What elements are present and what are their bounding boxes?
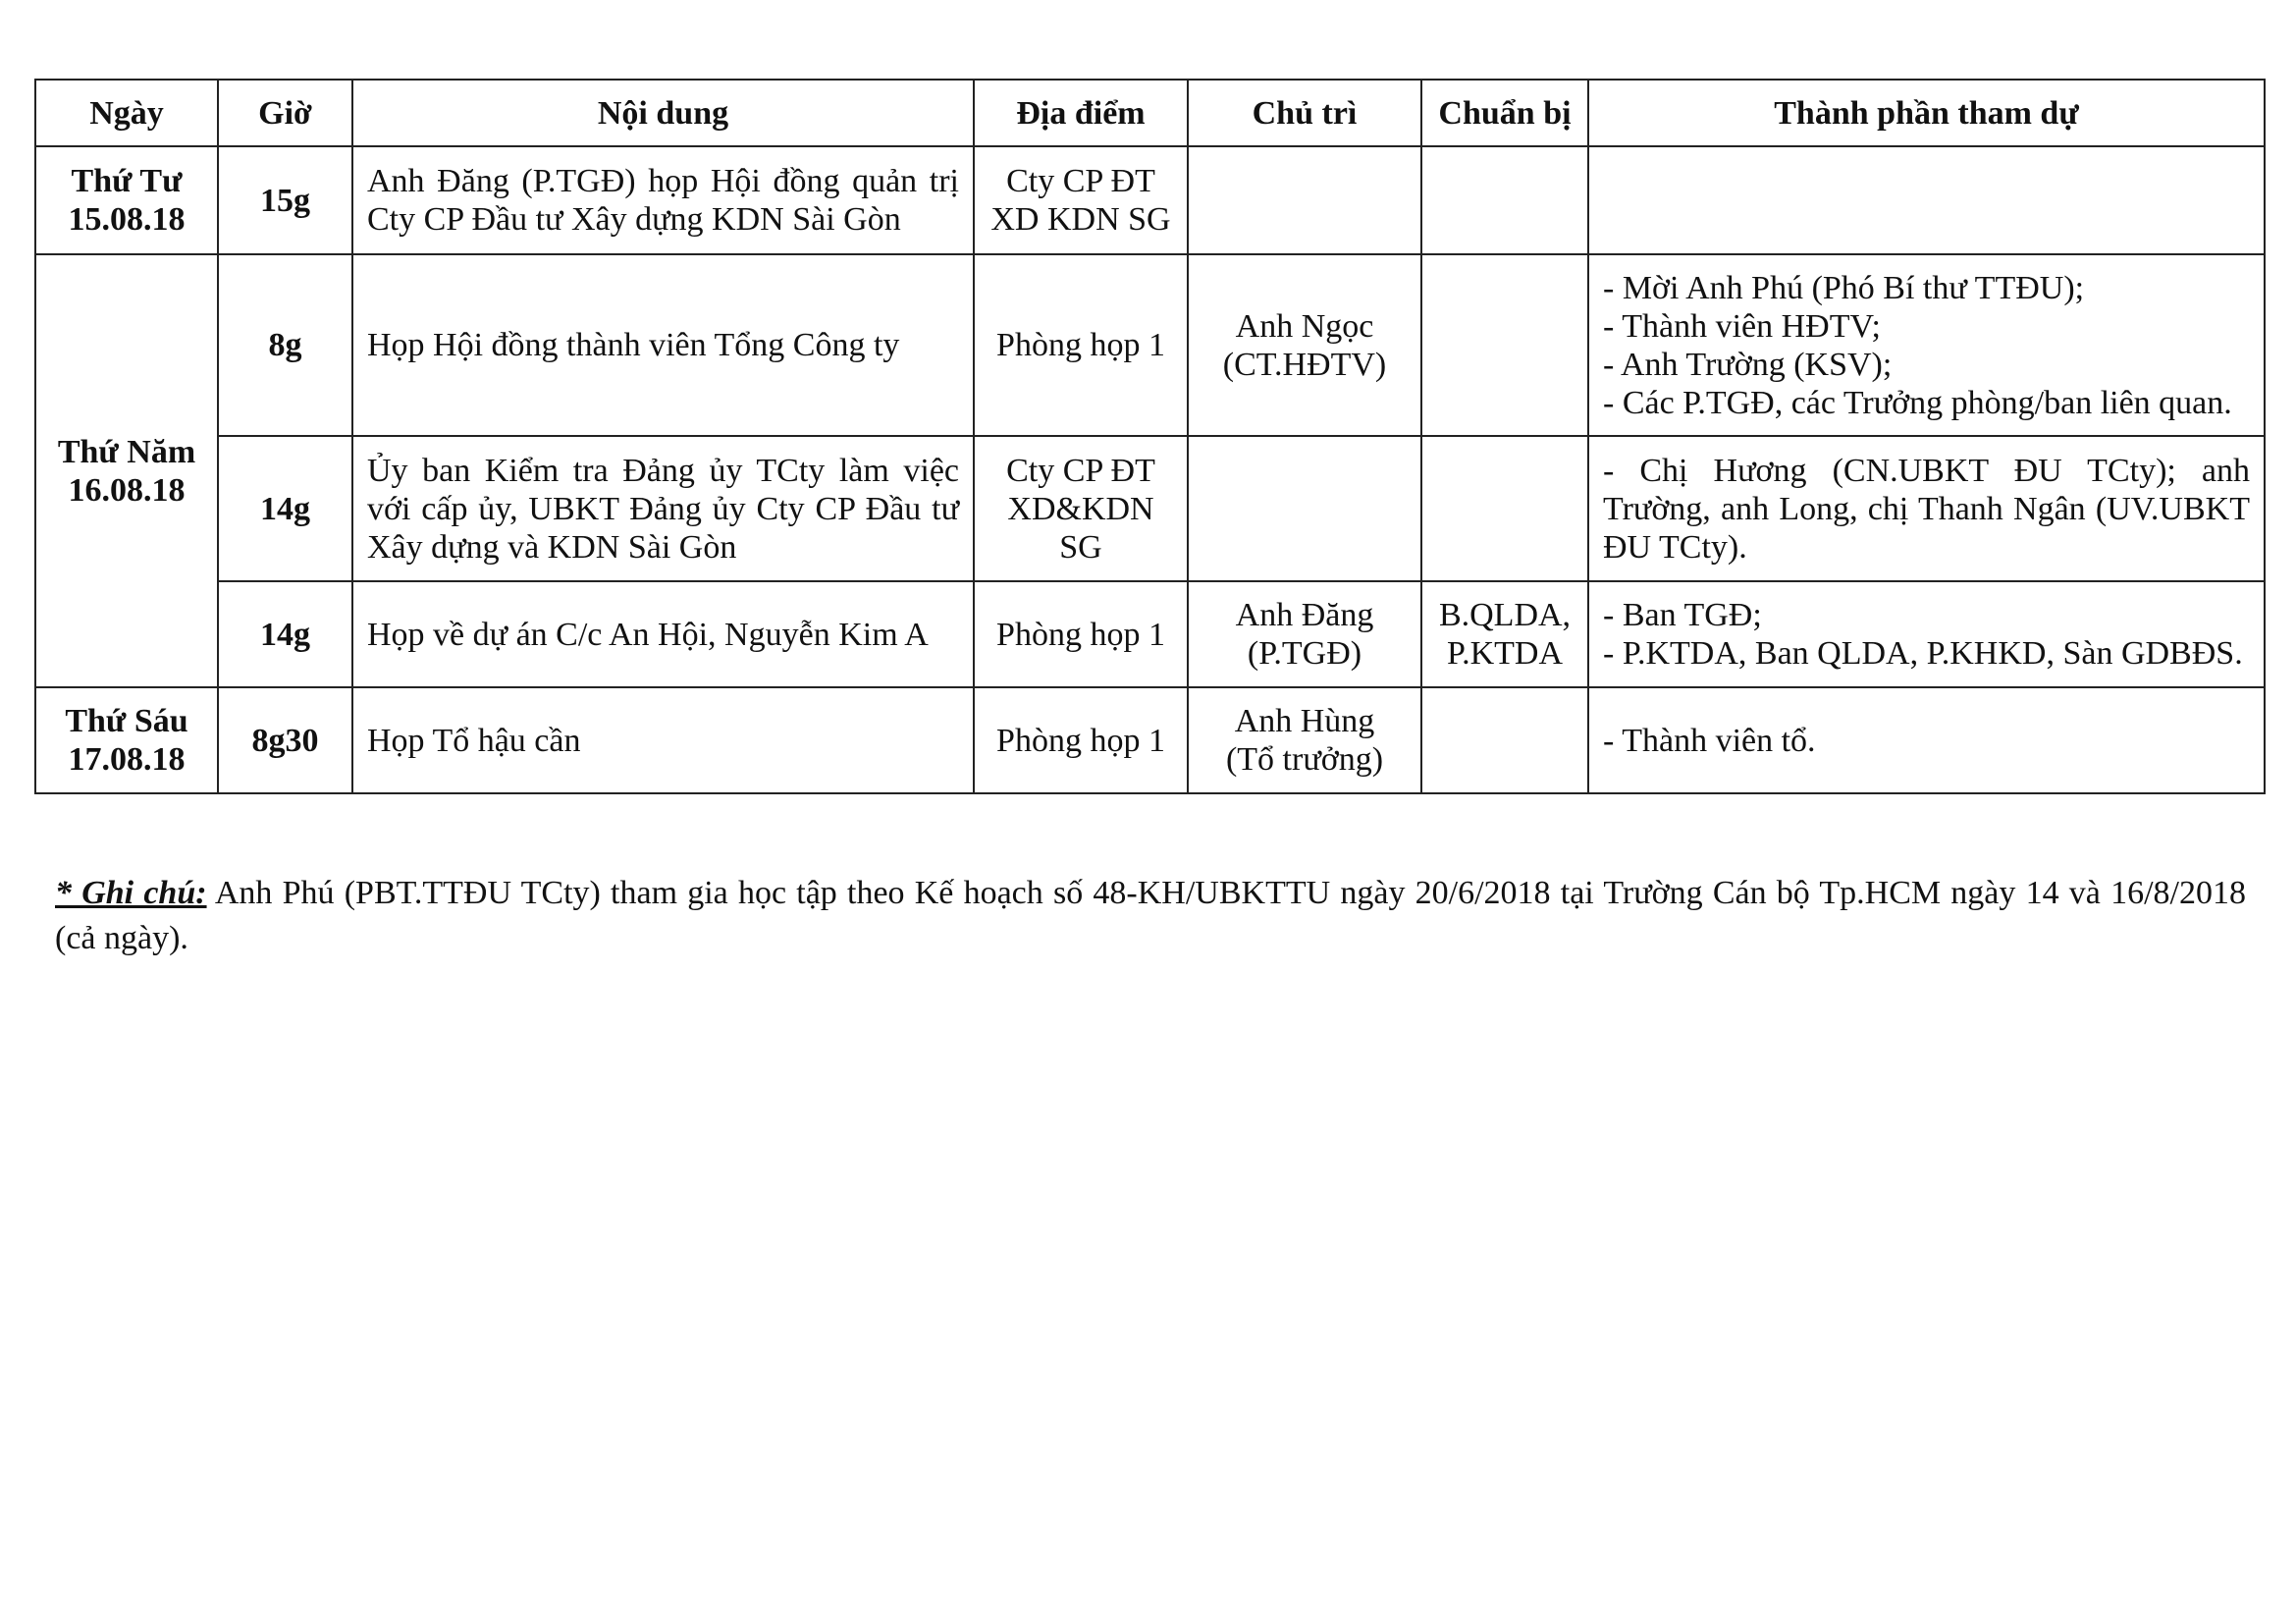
time-cell: 8g xyxy=(218,254,352,436)
chair-line: (Tổ trưởng) xyxy=(1225,741,1384,778)
header-chair: Chủ trì xyxy=(1188,80,1421,146)
prep-cell xyxy=(1421,581,1588,687)
place-line: Phòng họp 1 xyxy=(996,327,1165,363)
place-line: Phòng họp 1 xyxy=(996,722,1165,759)
prep-line: B.QLDA, xyxy=(1438,597,1572,633)
header-prep: Chuẩn bị xyxy=(1421,80,1588,146)
footnote xyxy=(55,871,2246,961)
day-cell xyxy=(35,146,218,254)
table-row xyxy=(35,146,2265,254)
header-time: Giờ xyxy=(218,80,352,146)
chair-cell xyxy=(1188,687,1421,793)
table-row xyxy=(35,436,2265,581)
place-cell xyxy=(974,436,1188,581)
attendee-item: - Anh Trường (KSV); xyxy=(1603,346,1893,383)
time-cell: 15g xyxy=(218,146,352,254)
day-date: 15.08.18 xyxy=(68,201,186,238)
table-row xyxy=(35,254,2265,436)
header-attendees: Thành phần tham dự xyxy=(1588,80,2265,146)
prep-cell xyxy=(1421,687,1588,793)
chair-line: (P.TGĐ) xyxy=(1247,635,1362,672)
footnote-label: * Ghi chú: xyxy=(55,875,207,911)
content-cell: Họp về dự án C/c An Hội, Nguyễn Kim A xyxy=(352,581,974,687)
chair-line: (CT.HĐTV) xyxy=(1222,346,1387,383)
day-cell xyxy=(35,687,218,793)
day-weekday: Thứ Năm xyxy=(57,433,196,470)
header-row xyxy=(35,80,2265,146)
attendee-item: - P.KTDA, Ban QLDA, P.KHKD, Sàn GDBĐS. xyxy=(1603,635,2243,672)
header-day: Ngày xyxy=(35,80,218,146)
place-line: XD KDN SG xyxy=(990,201,1171,238)
attendee-item: - Thành viên HĐTV; xyxy=(1603,307,1881,345)
chair-cell xyxy=(1188,581,1421,687)
place-cell xyxy=(974,146,1188,254)
time-cell: 14g xyxy=(218,581,352,687)
content-cell: Ủy ban Kiểm tra Đảng ủy TCty làm việc với cấp ủy, UBKT Đảng ủy Cty CP Đầu tư Xây dựng và KDN Sài Gòn xyxy=(352,436,974,581)
place-line: Cty CP ĐT xyxy=(1006,452,1155,489)
attendees-cell xyxy=(1588,687,2265,793)
prep-cell xyxy=(1421,254,1588,436)
content-cell: Anh Đăng (P.TGĐ) họp Hội đồng quản trị Cty CP Đầu tư Xây dựng KDN Sài Gòn xyxy=(352,146,974,254)
prep-line: P.KTDA xyxy=(1446,635,1564,672)
chair-cell xyxy=(1188,436,1421,581)
content-cell: Họp Tổ hậu cần xyxy=(352,687,974,793)
attendee-item: - Các P.TGĐ, các Trưởng phòng/ban liên quan. xyxy=(1603,384,2232,421)
time-cell: 14g xyxy=(218,436,352,581)
attendee-item: - Mời Anh Phú (Phó Bí thư TTĐU); xyxy=(1603,269,2085,306)
table-row xyxy=(35,687,2265,793)
chair-line: Anh Ngọc xyxy=(1235,307,1374,345)
attendees-cell xyxy=(1588,581,2265,687)
chair-cell xyxy=(1188,146,1421,254)
prep-cell xyxy=(1421,146,1588,254)
day-weekday: Thứ Tư xyxy=(71,163,183,199)
content-cell: Họp Hội đồng thành viên Tổng Công ty xyxy=(352,254,974,436)
attendee-item: - Thành viên tổ. xyxy=(1603,722,1816,759)
place-cell xyxy=(974,687,1188,793)
place-cell xyxy=(974,254,1188,436)
place-cell xyxy=(974,581,1188,687)
day-date: 16.08.18 xyxy=(68,471,186,509)
place-line: Phòng họp 1 xyxy=(996,616,1165,653)
chair-cell xyxy=(1188,254,1421,436)
attendees-cell xyxy=(1588,436,2265,581)
place-line: XD&KDN xyxy=(1007,490,1154,527)
header-place: Địa điểm xyxy=(974,80,1188,146)
attendee-item: - Ban TGĐ; xyxy=(1603,597,1762,633)
footnote-text: Anh Phú (PBT.TTĐU TCty) tham gia học tập theo Kế hoạch số 48-KH/UBKTTU ngày 20/6/2018 tại Trường Cán bộ Tp.HCM ngày 14 và 16/8/2018 (cả ngày). xyxy=(55,875,2246,956)
place-line: Cty CP ĐT xyxy=(1006,163,1155,199)
chair-line: Anh Đăng xyxy=(1235,597,1374,633)
day-weekday: Thứ Sáu xyxy=(65,703,188,739)
table-row xyxy=(35,581,2265,687)
place-line: SG xyxy=(1059,528,1102,566)
day-date: 17.08.18 xyxy=(68,741,186,778)
header-content: Nội dung xyxy=(352,80,974,146)
chair-line: Anh Hùng xyxy=(1234,703,1375,739)
time-cell: 8g30 xyxy=(218,687,352,793)
prep-cell xyxy=(1421,436,1588,581)
day-cell xyxy=(35,254,218,687)
attendees-cell xyxy=(1588,146,2265,254)
attendees-cell xyxy=(1588,254,2265,436)
attendee-item: - Chị Hương (CN.UBKT ĐU TCty); anh Trường, anh Long, chị Thanh Ngân (UV.UBKT ĐU TCty). xyxy=(1603,452,2250,566)
schedule-table xyxy=(34,79,2266,794)
